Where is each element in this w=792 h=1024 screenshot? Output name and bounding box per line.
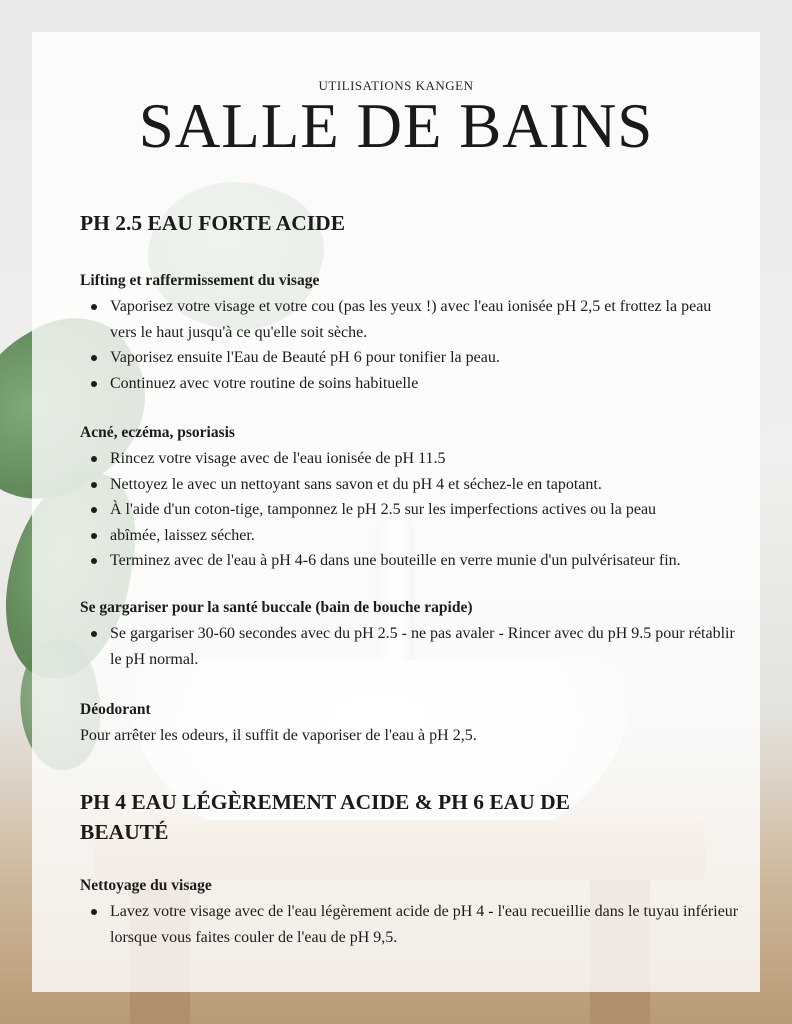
list-item: Lavez votre visage avec de l'eau légèrement acide de pH 4 - l'eau recueillie dans le tuyau inférieur lorsque vous faites couler de l'eau de pH 9,5. [80, 899, 740, 950]
list-item: Se gargariser 30-60 secondes avec du pH 2.5 - ne pas avaler - Rincer avec du pH 9.5 pour rétablir le pH normal. [80, 621, 740, 672]
subsection-title: Acné, eczéma, psoriasis [80, 424, 235, 441]
bullet-list [80, 294, 740, 396]
subsection-title: Se gargariser pour la santé buccale (bain de bouche rapide) [80, 599, 473, 616]
list-item: À l'aide d'un coton-tige, tamponnez le pH 2.5 sur les imperfections actives ou la peau [80, 497, 740, 523]
subsection-title: Nettoyage du visage [80, 877, 212, 894]
subsection-title: Lifting et raffermissement du visage [80, 272, 320, 289]
list-item: Vaporisez ensuite l'Eau de Beauté pH 6 pour tonifier la peau. [80, 345, 740, 371]
list-item: abîmée, laissez sécher. [80, 523, 740, 549]
list-item: Nettoyez le avec un nettoyant sans savon et du pH 4 et séchez-le en tapotant. [80, 472, 740, 498]
subsection-title: Déodorant [80, 701, 151, 718]
bullet-list [80, 621, 740, 672]
section-heading: PH 2.5 EAU FORTE ACIDE [80, 211, 346, 235]
paragraph: Pour arrêter les odeurs, il suffit de vaporiser de l'eau à pH 2,5. [80, 727, 477, 744]
bullet-list [80, 899, 740, 950]
section-heading: PH 4 EAU LÉGÈREMENT ACIDE & PH 6 EAU DE BEAUTÉ [80, 790, 570, 844]
page-title: SALLE DE BAINS [138, 91, 654, 161]
list-item: Rincez votre visage avec de l'eau ionisée de pH 11.5 [80, 446, 740, 472]
list-item: Vaporisez votre visage et votre cou (pas les yeux !) avec l'eau ionisée pH 2,5 et frottez la peau vers le haut jusqu'à ce qu'elle soit sèche. [80, 294, 740, 345]
list-item: Terminez avec de l'eau à pH 4-6 dans une bouteille en verre munie d'un pulvérisateur fin. [80, 548, 740, 574]
list-item: Continuez avec votre routine de soins habituelle [80, 371, 740, 397]
page-eyebrow: UTILISATIONS KANGEN [318, 78, 474, 93]
bullet-list [80, 446, 740, 574]
